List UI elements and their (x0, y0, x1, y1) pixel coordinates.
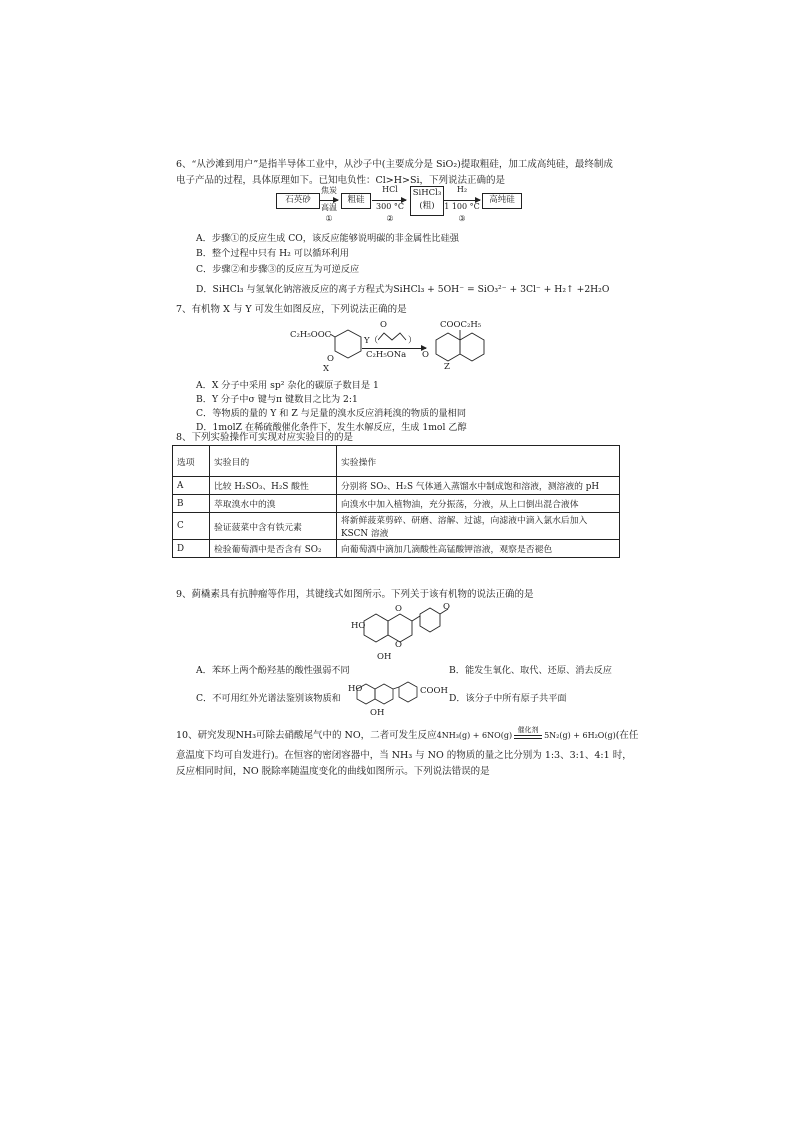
q6-stem-line2: 电子产品的过程，具体原理如下。已知电负性：Cl>H>Si，下列说法正确的是 (176, 175, 506, 186)
q7-y-suffix: ） (408, 336, 417, 346)
q7-z-label: Z (444, 362, 450, 372)
flow-arrow1 (320, 200, 338, 201)
flow-arrow1-bottom: 高温 (321, 203, 337, 212)
table-row (173, 495, 620, 513)
flow-arrow3-top: H₂ (456, 185, 468, 194)
q7-y-oxygen: O (380, 320, 387, 330)
table-row (173, 513, 620, 540)
table-cell: 萃取溴水中的溴 (210, 495, 337, 513)
flow-arrow2 (372, 200, 406, 201)
q8-table (172, 445, 620, 558)
flow-box-pure-si: 高纯硅 (482, 193, 522, 209)
table-cell: A (173, 477, 210, 495)
q7-option-c: C．等物质的量的 Y 和 Z 与足量的溴水反应消耗溴的物质的量相同 (196, 408, 467, 419)
q7-x-substituent: C₂H₅OOC (290, 330, 332, 340)
q9-c-ho-label: HO (348, 684, 363, 694)
table-cell: D (173, 540, 210, 558)
flow-box-quartz: 石英砂 (276, 193, 320, 209)
q10-line1 (176, 728, 638, 744)
flow-step1-number: ① (325, 214, 333, 223)
table-cell: 向溴水中加入植物油，充分振荡，分液，从上口倒出混合液体 (337, 495, 620, 513)
q10-line2: 意温度下均可自发进行)。在恒容的密闭容器中，当 NH₃ 与 NO 的物质的量之比分别为 1:3、3:1、4:1 时， (176, 750, 632, 761)
table-cell: 验证菠菜中含有铁元素 (210, 513, 337, 540)
flow-box-crude-si: 粗硅 (341, 193, 371, 209)
q6-option-d: D．SiHCl₃ 与氢氧化钠溶液反应的离子方程式为SiHCl₃ + 5OH⁻ = SiO₃²⁻ + 3Cl⁻ + H₂↑ +2H₂O (196, 284, 610, 295)
q6-option-a: A．步骤①的反应生成 CO，该反应能够说明碳的非金属性比硅强 (196, 233, 459, 244)
table-row (173, 540, 620, 558)
q9-c-molecule (356, 680, 422, 710)
q7-option-d: D．1molZ 在稀硫酸催化条件下，发生水解反应，生成 1mol 乙醇 (196, 422, 467, 433)
q9-ho-label: HO (351, 621, 366, 631)
table-header-row (173, 446, 620, 477)
q9-stem: 9、蓟橇素具有抗肿瘤等作用，其键线式如图所示。下列关于该有机物的说法正确的是 (176, 589, 534, 600)
q7-x-oxygen: O (327, 354, 334, 364)
q7-option-a: A．X 分子中采用 sp² 杂化的碳原子数目是 1 (196, 380, 379, 391)
q9-c-oh-label: OH (370, 708, 385, 718)
q10-eq-arrow-line (514, 735, 542, 736)
q9-oh-label: OH (377, 652, 392, 662)
q10-line1-mid: 可除去硝酸尾气中的 NO，二者可发生反应 (256, 730, 437, 741)
table-cell: 分别将 SO₂、H₂S 气体通入蒸馏水中制成饱和溶液，测溶液的 pH (337, 477, 620, 495)
q7-reaction-arrow (362, 348, 426, 349)
flow-arrow3 (444, 200, 480, 201)
q10-eq-right: 5N₂(g) + 6H₂O(g) (544, 731, 616, 740)
table-cell (337, 513, 620, 540)
table-row (173, 477, 620, 495)
q7-molecule-x (330, 326, 366, 360)
q10-line3: 反应相同时间，NO 脱除率随温度变化的曲线如图所示。下列说法错误的是 (176, 766, 490, 777)
q10-line1-end: (在任 (615, 730, 639, 741)
q7-reagent: C₂H₅ONa (366, 350, 407, 360)
q7-stem: 7、有机物 X 与 Y 可发生如图反应，下列说法正确的是 (176, 304, 407, 315)
flow-step3-number: ③ (458, 214, 466, 223)
table-header-cell: 选项 (173, 446, 210, 477)
q6-option-b: B．整个过程中只有 H₂ 可以循环利用 (196, 248, 349, 259)
q10-nh3: NH₃ (235, 730, 256, 741)
flow-arrow1-top: 焦炭 (321, 186, 337, 195)
table-cell: 向葡萄酒中滴加几滴酸性高锰酸钾溶液，观察是否褪色 (337, 540, 620, 558)
flow-arrow2-top: HCl (382, 185, 398, 194)
table-cell: 比较 H₂SO₃、H₂S 酸性 (210, 477, 337, 495)
q7-z-oxygen: O (422, 350, 429, 360)
q9-option-b: B．能发生氧化、取代、还原、消去反应 (449, 665, 612, 676)
q8-stem: 8、下列实验操作可实现对应实验目的的是 (176, 432, 354, 443)
q6-option-c: C．步骤②和步骤③的反应互为可逆反应 (196, 264, 360, 275)
q7-option-b: B．Y 分子中σ 键与π 键数目之比为 2:1 (196, 394, 358, 405)
q9-c-cooh-label: COOH (420, 686, 448, 696)
flow-box-sihcl3-formula: SiHCl₃ (412, 188, 442, 198)
flow-arrow2-bottom: 300 °C (376, 202, 404, 211)
flow-step2-number: ② (386, 214, 394, 223)
table-cell-line: 将新鲜菠菜剪碎、研磨、溶解、过滤，向滤液中滴入氯水后加入 (341, 516, 588, 526)
flow-box-sihcl3 (410, 186, 444, 216)
q7-x-label: X (323, 364, 330, 374)
q9-option-a: A．苯环上两个酚羟基的酸性强弱不同 (196, 665, 350, 676)
q9-option-c: C．不可用红外光谱法鉴别该物质和 (196, 693, 341, 704)
table-cell: B (173, 495, 210, 513)
q6-stem-line1: 6、“从沙滩到用户”是指半导体工业中，从沙子中(主要成分是 SiO₂)提取粗硅，加工成高纯硅，最终制成 (176, 159, 613, 170)
table-cell: C (173, 513, 210, 540)
q10-eq-left: 4NH₃(g) + 6NO(g) (436, 731, 513, 740)
table-cell: 检验葡萄酒中是否含有 SO₂ (210, 540, 337, 558)
q9-methoxy-oxygen: O (443, 602, 450, 612)
q10-line1-start: 10、研究发现 (176, 730, 236, 741)
q7-molecule-z (434, 330, 490, 364)
table-header-cell: 实验目的 (210, 446, 337, 477)
flow-box-sihcl3-note: (粗) (419, 201, 435, 211)
q7-molecule-y (378, 330, 408, 344)
q7-y-prefix: Y（ (364, 336, 379, 346)
q9-option-d: D．该分子中所有原子共平面 (449, 693, 567, 704)
q7-z-substituent: COOC₂H₅ (440, 320, 482, 330)
q9-molecule (362, 606, 452, 652)
q10-catalyst: 催化剂 (517, 726, 539, 734)
q10-eq-arrow-line2 (514, 738, 542, 739)
q9-ring-oxygen: O (395, 604, 402, 614)
table-header-cell: 实验操作 (337, 446, 620, 477)
q9-keto-oxygen: O (395, 640, 402, 650)
table-cell-line: KSCN 溶液 (341, 529, 389, 539)
flow-arrow3-bottom: 1 100 °C (444, 202, 480, 211)
